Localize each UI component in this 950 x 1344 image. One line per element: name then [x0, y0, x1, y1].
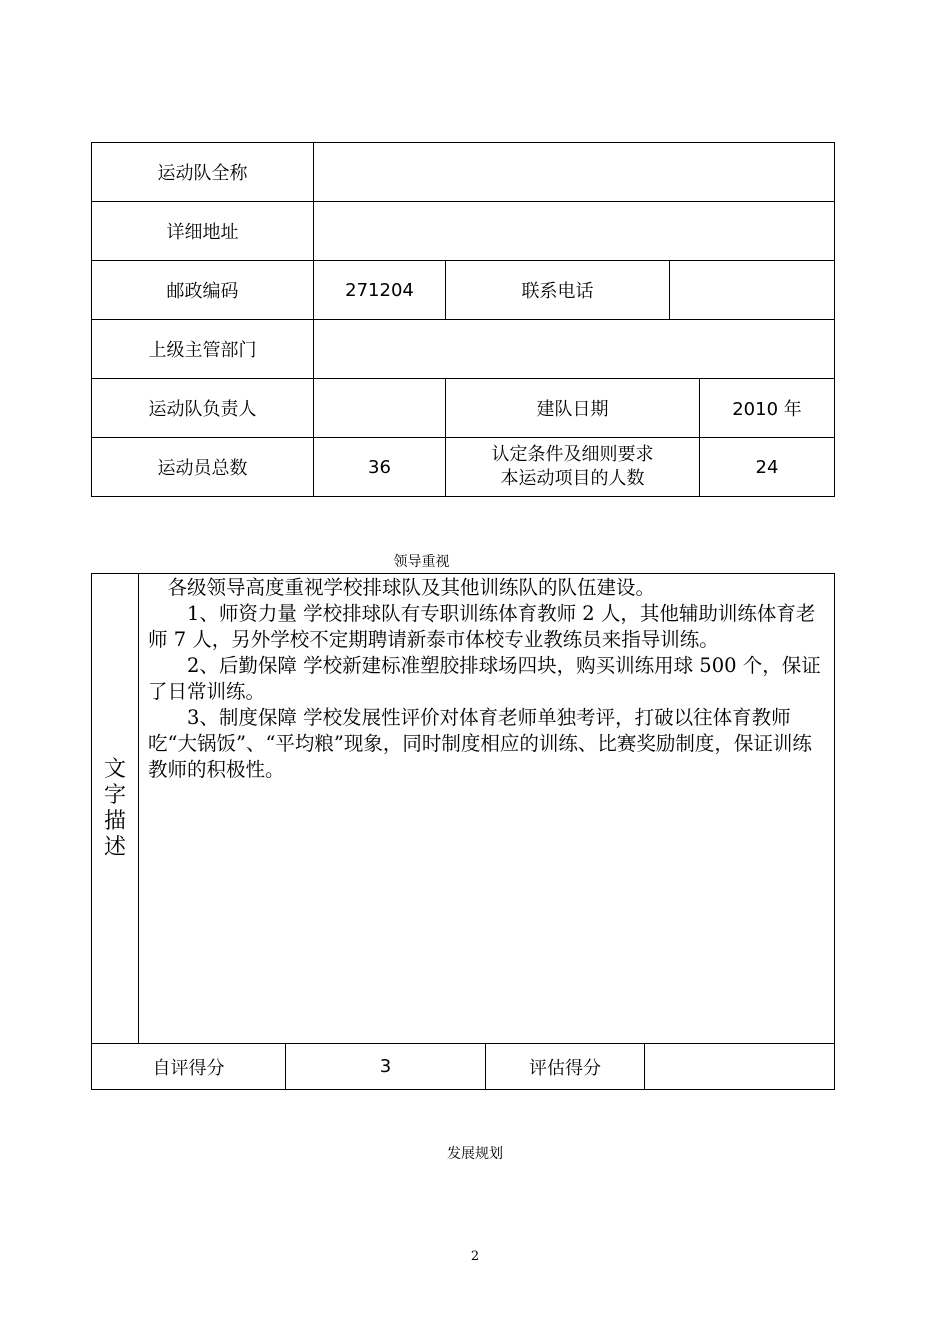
table-row	[92, 143, 835, 202]
table-row	[92, 320, 835, 379]
table-row	[92, 1044, 835, 1090]
table-row	[92, 202, 835, 261]
self-score-value: 3	[286, 1044, 486, 1090]
description-label-char: 描	[103, 808, 126, 834]
athletes-label: 运动员总数	[92, 438, 314, 497]
phone-value	[670, 261, 835, 320]
supervisor-value	[314, 320, 835, 379]
description-paragraph: 3、制度保障 学校发展性评价对体育老师单独考评，打破以往体育教师吃“大锅饭”、“平均粮”现象，同时制度相应的训练、比赛奖励制度，保证训练教师的积极性。	[148, 706, 812, 781]
table-row	[92, 574, 835, 1044]
phone-label: 联系电话	[446, 261, 670, 320]
description-text	[139, 574, 835, 1044]
eval-score-value	[645, 1044, 835, 1090]
founded-label: 建队日期	[446, 379, 700, 438]
description-label-char: 字	[103, 782, 126, 808]
description-label	[92, 574, 139, 1044]
required-count-label-line2: 本运动项目的人数	[500, 468, 645, 489]
leader-label: 运动队负责人	[92, 379, 314, 438]
postcode-label: 邮政编码	[92, 261, 314, 320]
description-paragraph: 2、后勤保障 学校新建标准塑胶排球场四块，购买训练用球 500 个，保证了日常训练。	[148, 654, 821, 703]
description-paragraph: 各级领导高度重视学校排球队及其他训练队的队伍建设。	[167, 576, 656, 599]
description-paragraph: 1、师资力量 学校排球队有专职训练体育教师 2 人，其他辅助训练体育老师 7 人，另外学校不定期聘请新泰市体校专业教练员来指导训练。	[148, 602, 816, 651]
section-title-leadership: 领导重视	[393, 554, 450, 570]
postcode-value: 271204	[314, 261, 446, 320]
table-row	[92, 379, 835, 438]
table-row	[92, 261, 835, 320]
founded-value: 2010 年	[700, 379, 835, 438]
address-label: 详细地址	[92, 202, 314, 261]
section-title-development: 发展规划	[447, 1146, 503, 1162]
self-score-label: 自评得分	[92, 1044, 286, 1090]
page-number: 2	[470, 1249, 480, 1264]
address-value	[314, 202, 835, 261]
score-table	[91, 1043, 835, 1090]
required-count-label-line1: 认定条件及细则要求	[491, 444, 654, 465]
description-table	[91, 573, 835, 1044]
table-row	[92, 438, 835, 497]
description-label-char: 述	[103, 834, 126, 860]
supervisor-label: 上级主管部门	[92, 320, 314, 379]
team-name-label: 运动队全称	[92, 143, 314, 202]
team-name-value	[314, 143, 835, 202]
eval-score-label: 评估得分	[486, 1044, 645, 1090]
required-count-label	[446, 438, 700, 497]
team-info-table	[91, 142, 835, 497]
athletes-value: 36	[314, 438, 446, 497]
leader-value	[314, 379, 446, 438]
description-label-char: 文	[103, 756, 126, 782]
required-count-value: 24	[700, 438, 835, 497]
